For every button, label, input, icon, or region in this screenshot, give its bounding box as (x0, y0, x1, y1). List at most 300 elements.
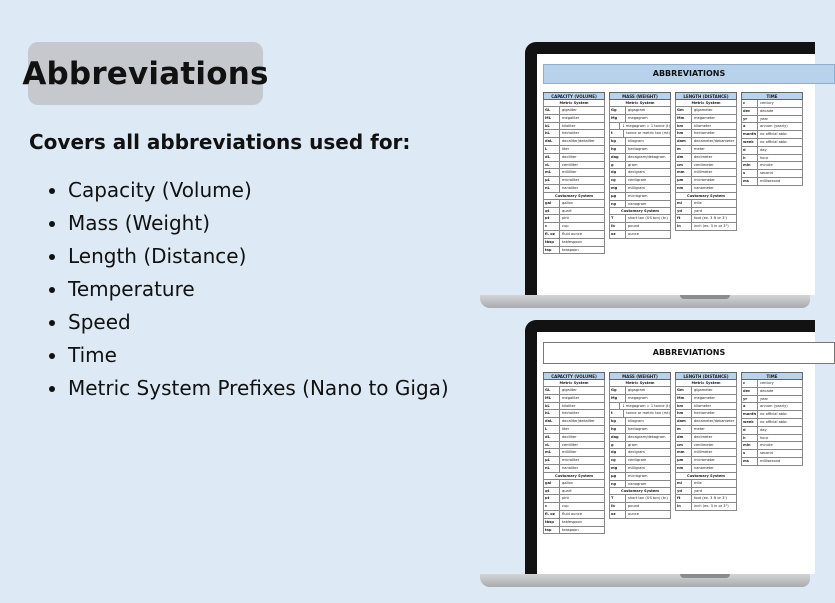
abbr-cell: µL (544, 177, 560, 184)
name-cell: liter (562, 426, 570, 431)
name-cell: hectometer (694, 411, 715, 416)
subsection-header: Customary System (609, 488, 671, 495)
name-cell: gigaliter (562, 108, 577, 112)
abbr-cell: Gg (610, 387, 626, 394)
abbr-cell: cL (544, 162, 560, 169)
abbr-cell: a (742, 123, 758, 130)
table-row (675, 223, 737, 231)
table-row (543, 162, 605, 170)
subsection-header: Customary System (543, 193, 605, 200)
table-row (675, 480, 737, 488)
abbr-cell: oz (610, 511, 626, 518)
name-cell: quart (562, 488, 572, 493)
table-row (675, 449, 737, 457)
table-row (609, 457, 671, 465)
table-row (675, 403, 737, 411)
abbr-cell: t (610, 130, 624, 137)
name-cell: second (760, 171, 773, 176)
abbr-cell: min (742, 442, 758, 449)
name-cell: millisecond (760, 178, 781, 183)
column-header: MASS (WEIGHT) (609, 92, 671, 100)
abbr-cell: mg (610, 465, 626, 472)
table-time (741, 372, 803, 466)
name-cell: hectoliter (562, 411, 580, 416)
abbr-cell: cm (676, 442, 692, 449)
abbr-cell: Gg (610, 107, 626, 114)
name-cell: short ton (US ton) (tn) (628, 496, 668, 501)
abbr-cell: g (610, 162, 626, 169)
abbr-cell: fl. oz (544, 231, 560, 238)
abbr-cell: dec (742, 108, 758, 115)
name-cell: centiliter (562, 442, 578, 447)
name-cell: decagram/dekagram (628, 434, 666, 439)
abbr-cell: mm (676, 169, 692, 176)
name-cell: fluid ounce (562, 511, 582, 516)
abbr-cell (610, 123, 620, 130)
abbr-cell: ML (544, 115, 560, 122)
name-cell: hectogram (628, 146, 648, 151)
subsection-header: Metric System (609, 380, 671, 387)
name-cell: 1 megagram = 1 tonne (t) (622, 123, 670, 128)
name-cell: microliter (562, 458, 580, 463)
table-length (675, 372, 737, 511)
subsection-header: Customary System (543, 473, 605, 480)
name-cell: microliter (562, 178, 580, 183)
abbr-cell: mm (676, 449, 692, 456)
abbr-cell: oz (610, 231, 626, 238)
name-cell: centimeter (694, 442, 714, 447)
abbr-cell: cm (676, 162, 692, 169)
abbr-cell: pt (544, 495, 560, 502)
name-cell: fluid ounce (562, 231, 582, 236)
name-cell: deciliter (562, 154, 577, 159)
table-row (543, 200, 605, 208)
name-cell: deciliter (562, 434, 577, 439)
sheet-title: ABBREVIATIONS (543, 342, 835, 364)
table-row (675, 107, 737, 115)
name-cell: decameter/dekameter (694, 139, 735, 144)
abbr-cell: dag (610, 434, 626, 441)
name-cell: megameter (694, 115, 716, 120)
abbr-cell: c (742, 100, 758, 107)
abbr-cell: lb (610, 223, 626, 230)
name-cell: centiliter (562, 162, 578, 167)
table-row (741, 427, 803, 435)
abbr-cell: yr (742, 396, 758, 403)
name-cell: annum (yearly) (760, 124, 788, 129)
abbr-cell: gal (544, 480, 560, 487)
table-row (675, 138, 737, 146)
table-row (609, 185, 671, 193)
subheading: Covers all abbreviations used for: (29, 130, 411, 154)
name-cell: nanogram (628, 481, 647, 486)
laptop-mockup-bottom (480, 320, 800, 590)
name-cell: decagram/dekagram (628, 154, 666, 159)
column-header: CAPACITY (VOLUME) (543, 92, 605, 100)
table-row (609, 169, 671, 177)
name-cell: megagram (628, 115, 648, 120)
name-cell: nanoliter (562, 185, 579, 190)
abbr-cell: h (742, 435, 758, 442)
name-cell: inch (ex. 3 in or 3") (694, 224, 729, 229)
name-cell: decimeter (694, 154, 713, 159)
table-length (675, 92, 737, 231)
table-row (609, 465, 671, 473)
name-cell: microgram (628, 193, 648, 198)
table-row (543, 169, 605, 177)
table-row (741, 147, 803, 155)
table-mass (609, 372, 671, 519)
abbr-cell: ML (544, 395, 560, 402)
abbr-cell: cg (610, 457, 626, 464)
table-row (609, 473, 671, 481)
table-row (741, 155, 803, 163)
abbr-cell: dm (676, 154, 692, 161)
table-row (609, 418, 671, 426)
spreadsheet-preview (537, 54, 815, 295)
name-cell: pint (562, 216, 569, 221)
name-cell: nanoliter (562, 465, 579, 470)
name-cell: gigagram (628, 388, 646, 392)
table-row (543, 403, 605, 411)
table-row (543, 130, 605, 138)
table-row (609, 162, 671, 170)
name-cell: tonne or metric ton (mt) (626, 131, 670, 136)
column-header: TIME (741, 372, 803, 380)
name-cell: teaspoon (562, 527, 579, 532)
name-cell: millimeter (694, 450, 713, 455)
name-cell: minute (760, 163, 773, 168)
abbr-cell: m (676, 146, 692, 153)
name-cell: pint (562, 496, 569, 501)
table-row (609, 434, 671, 442)
abbr-cell: L (544, 146, 560, 153)
abbr-cell: tsp (544, 247, 560, 254)
abbr-cell: hg (610, 146, 626, 153)
abbr-cell: ft (676, 495, 692, 502)
name-cell: kilogram (628, 419, 644, 424)
table-row (543, 519, 605, 527)
table-row (675, 130, 737, 138)
abbr-cell: dg (610, 169, 626, 176)
table-row (543, 107, 605, 115)
name-cell: quart (562, 208, 572, 213)
abbr-cell: dg (610, 449, 626, 456)
name-cell: minute (760, 443, 773, 448)
table-row (609, 215, 671, 223)
table-row (741, 435, 803, 443)
abbr-cell: Mg (610, 395, 626, 402)
abbr-cell: ms (742, 458, 758, 465)
abbr-cell: yr (742, 116, 758, 123)
abbr-cell: hL (544, 410, 560, 417)
abbr-cell: c (742, 380, 758, 387)
name-cell: gigaliter (562, 388, 577, 392)
table-row (741, 458, 803, 466)
table-row (675, 200, 737, 208)
abbr-cell: Gm (676, 387, 692, 394)
table-row (741, 450, 803, 458)
subsection-header: Customary System (675, 193, 737, 200)
name-cell: year (760, 396, 769, 401)
subsection-header: Customary System (609, 208, 671, 215)
table-row (543, 480, 605, 488)
abbr-cell: kg (610, 418, 626, 425)
abbr-cell: µm (676, 177, 692, 184)
abbr-cell: month (743, 412, 757, 417)
abbr-cell: GL (544, 107, 560, 114)
name-cell: millimeter (694, 170, 713, 175)
abbr-cell: µg (610, 473, 626, 480)
name-cell: foot (ex. 3 ft or 3') (694, 496, 727, 501)
table-row (609, 146, 671, 154)
abbr-cell: month (743, 132, 757, 137)
table-row (543, 449, 605, 457)
table-row (543, 239, 605, 247)
abbr-cell: T (610, 215, 626, 222)
table-row (675, 434, 737, 442)
name-cell: kiloliter (562, 123, 576, 128)
table-row (741, 170, 803, 178)
abbr-cell: h (742, 155, 758, 162)
name-cell: gallon (562, 480, 573, 485)
name-cell: tonne or metric ton (mt) (626, 411, 670, 416)
subsection-header: Metric System (543, 100, 605, 107)
table-row (609, 503, 671, 511)
table-row (543, 138, 605, 146)
abbr-cell: tsp (544, 527, 560, 534)
name-cell: pound (628, 504, 640, 509)
name-cell: hectoliter (562, 131, 580, 136)
abbr-cell: in (676, 503, 692, 510)
name-cell: kiloliter (562, 403, 576, 408)
abbr-cell: yd (676, 488, 692, 495)
name-cell: milligram (628, 185, 645, 190)
name-cell: microgram (628, 473, 648, 478)
abbr-cell: min (742, 162, 758, 169)
abbr-cell: nm (676, 465, 692, 472)
name-cell: gram (628, 442, 638, 447)
table-row (543, 488, 605, 496)
subsection-header: Metric System (675, 380, 737, 387)
table-row (609, 107, 671, 115)
table-row (675, 418, 737, 426)
abbr-cell: dam (676, 138, 692, 145)
abbr-cell: hm (676, 410, 692, 417)
name-cell: ounce (628, 231, 639, 236)
abbr-cell: yd (676, 208, 692, 215)
name-cell: hectometer (694, 131, 715, 136)
abbr-cell: dL (544, 154, 560, 161)
table-row (675, 215, 737, 223)
table-row (675, 115, 737, 123)
abbr-cell: kg (610, 138, 626, 145)
abbr-cell: lb (610, 503, 626, 510)
laptop-screen (525, 42, 815, 295)
table-row (609, 223, 671, 231)
name-cell: meter (694, 426, 705, 431)
table-row (609, 130, 671, 138)
table-row (543, 154, 605, 162)
table-row (609, 154, 671, 162)
name-cell: milliliter (562, 170, 577, 175)
abbr-cell: nL (544, 185, 560, 192)
table-row (543, 442, 605, 450)
name-cell: short ton (US ton) (tn) (628, 216, 668, 221)
abbr-cell: GL (544, 387, 560, 394)
page-title: Abbreviations (22, 55, 269, 92)
name-cell: mile (694, 480, 702, 485)
name-cell: yard (694, 208, 703, 213)
table-row (543, 215, 605, 223)
abbr-cell: L (544, 426, 560, 433)
name-cell: kilogram (628, 139, 644, 144)
table-row (543, 185, 605, 193)
topic-item: • Metric System Prefixes (Nano to Giga) (68, 372, 449, 405)
name-cell: pound (628, 224, 640, 229)
abbr-cell: c (544, 503, 560, 510)
name-cell: yard (694, 488, 703, 493)
name-cell: year (760, 116, 769, 121)
table-row (675, 465, 737, 473)
topic-item: • Mass (Weight) (68, 207, 449, 240)
name-cell: megaliter (562, 395, 580, 400)
table-row (741, 411, 803, 419)
abbr-cell: dag (610, 154, 626, 161)
name-cell: century (760, 101, 774, 105)
table-row (543, 495, 605, 503)
column-header: LENGTH (DISTANCE) (675, 372, 737, 380)
name-cell: no official abbr. (760, 419, 788, 424)
table-row (543, 465, 605, 473)
table-row (675, 146, 737, 154)
name-cell: ounce (628, 511, 639, 516)
abbr-cell: daL (544, 138, 560, 145)
table-row (543, 208, 605, 216)
name-cell: megaliter (562, 115, 580, 120)
table-row (675, 162, 737, 170)
table-row (543, 146, 605, 154)
topic-item: • Temperature (68, 273, 449, 306)
abbr-cell: µm (676, 457, 692, 464)
name-cell: kilometer (694, 403, 712, 408)
table-row (609, 231, 671, 239)
name-cell: gigameter (694, 388, 713, 392)
abbr-cell: Mm (676, 115, 692, 122)
table-row (675, 154, 737, 162)
table-row (675, 495, 737, 503)
table-row (675, 442, 737, 450)
table-row (543, 395, 605, 403)
name-cell: nanometer (694, 465, 714, 470)
table-row (609, 177, 671, 185)
abbr-cell: daL (544, 418, 560, 425)
name-cell: meter (694, 146, 705, 151)
name-cell: day (760, 147, 767, 152)
abbr-cell: in (676, 223, 692, 230)
subsection-header: Metric System (609, 100, 671, 107)
name-cell: teaspoon (562, 247, 579, 252)
name-cell: decameter/dekameter (694, 419, 735, 424)
abbr-cell: mL (544, 449, 560, 456)
table-row (741, 100, 803, 108)
name-cell: cup (562, 504, 569, 509)
name-cell: decade (760, 108, 774, 113)
abbr-cell: mi (676, 480, 692, 487)
name-cell: cup (562, 224, 569, 229)
subsection-header: Metric System (543, 380, 605, 387)
table-row (675, 395, 737, 403)
table-row (741, 162, 803, 170)
name-cell: centimeter (694, 162, 714, 167)
abbr-cell: s (742, 170, 758, 177)
table-row (543, 223, 605, 231)
column-header: CAPACITY (VOLUME) (543, 372, 605, 380)
abbr-cell: nm (676, 185, 692, 192)
title-badge (22, 42, 269, 105)
topic-item: • Capacity (Volume) (68, 174, 449, 207)
table-row (741, 108, 803, 116)
column-header: MASS (WEIGHT) (609, 372, 671, 380)
abbr-cell: d (742, 427, 758, 434)
name-cell: millisecond (760, 458, 781, 463)
abbr-cell: week (742, 419, 758, 426)
table-row (609, 138, 671, 146)
table-row (543, 123, 605, 131)
abbr-cell: g (610, 442, 626, 449)
laptop-notch (680, 574, 730, 578)
name-cell: liter (562, 146, 570, 151)
abbr-cell: hL (544, 130, 560, 137)
abbr-cell: qt (544, 208, 560, 215)
table-mass (609, 92, 671, 239)
name-cell: nanometer (694, 185, 714, 190)
topic-item: • Time (68, 339, 449, 372)
column-header: TIME (741, 92, 803, 100)
name-cell: kilometer (694, 123, 712, 128)
laptop-screen (525, 320, 815, 574)
table-row (543, 387, 605, 395)
name-cell: annum (yearly) (760, 404, 788, 409)
abbr-cell: km (676, 403, 692, 410)
table-row (543, 231, 605, 239)
table-row (543, 457, 605, 465)
laptop-mockup-top (480, 42, 800, 312)
abbr-cell: nL (544, 465, 560, 472)
name-cell: gram (628, 162, 638, 167)
name-cell: century (760, 381, 774, 385)
abbr-cell: tbsp (544, 519, 560, 526)
table-row (609, 442, 671, 450)
table-row (609, 495, 671, 503)
abbr-cell: dm (676, 434, 692, 441)
table-row (675, 169, 737, 177)
abbr-cell: dL (544, 434, 560, 441)
name-cell: decigram (628, 450, 645, 455)
table-row (543, 410, 605, 418)
laptop-base (480, 574, 810, 587)
abbr-cell: c (544, 223, 560, 230)
table-row (675, 426, 737, 434)
abbr-cell: µL (544, 457, 560, 464)
abbr-cell: a (742, 403, 758, 410)
table-row (609, 193, 671, 201)
table-row (543, 247, 605, 255)
name-cell: decaliter/dekaliter (562, 419, 595, 424)
name-cell: tablespoon (562, 239, 582, 244)
table-row (741, 380, 803, 388)
table-row (543, 115, 605, 123)
